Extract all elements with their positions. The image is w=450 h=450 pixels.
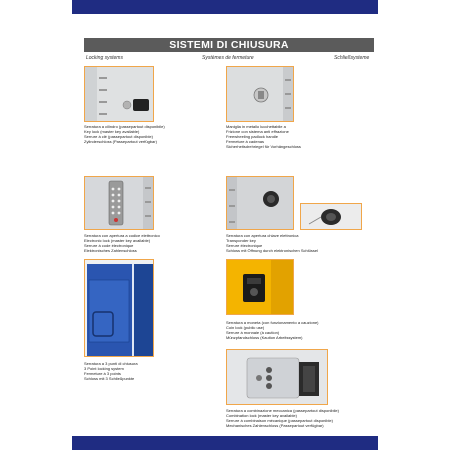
- photo-3-point-lock: [84, 259, 154, 357]
- bottom-brand-bar: [72, 436, 378, 450]
- caption-transponder-lock: Serratura con apertura chiave elettronica Transponder key Serrure électronique Schloss mit Öffnung durch elektronischen Schlüssel: [226, 233, 318, 253]
- caption-combination-lock: Serratura a combinazione meccanica (passepartout disponibile) Combination lock (master key available) Serrure à combinaison mécanique (passepartout disponible) Mechanisches Zahlenschloss (Passepartout verfügbar): [226, 408, 339, 428]
- photo-coin-lock: [226, 259, 294, 315]
- electronic-code-lock-illustration: [85, 177, 154, 230]
- caption-electronic-code-lock: Serratura con apertura a codice elettronico Electronic lock (master key available) Serrure à code électronique Elektronisches Zahlenschloss: [84, 233, 160, 253]
- subtitle-de: Schließsysteme: [334, 55, 370, 61]
- padlock-handle-illustration: [227, 67, 294, 122]
- photo-cylinder-lock: [84, 66, 154, 122]
- photo-transponder-key: [300, 203, 362, 230]
- transponder-lock-illustration: [227, 177, 294, 230]
- photo-padlock-handle: [226, 66, 294, 122]
- subtitle-fr: Systèmes de fermeture: [202, 55, 254, 61]
- section-title: SISTEMI DI CHIUSURA: [169, 39, 289, 51]
- photo-combination-lock: [226, 349, 328, 405]
- section-title-bar: [84, 38, 374, 52]
- combination-lock-illustration: [227, 350, 328, 405]
- caption-coin-lock: Serratura a moneta (con funzionamento a cauzione) Coin lock (public use) Serrure à monnaie (à caution) Münzpfandschloss (Kaution Arbeitssystem): [226, 320, 319, 340]
- photo-transponder-lock: [226, 176, 294, 230]
- cylinder-lock-illustration: [85, 67, 154, 122]
- subtitle-it: Locking systems: [86, 55, 123, 61]
- top-brand-bar: [72, 0, 378, 14]
- caption-padlock-handle: Maniglia in metallo lucchettabile a Frizione con sistema anti effrazione Freewheeling padlock handle Fermeture à cadenas Sicherheitsdrehriegel für Vorhängeschloss: [226, 124, 301, 149]
- coin-lock-illustration: [227, 260, 294, 315]
- blue-locker-illustration: [85, 260, 154, 357]
- caption-3-point-lock: Serratura a 3 punti di chiusura 3 Point locking system Fermeture à 3 points Schloss mit 3 Schließpunkte: [84, 361, 138, 381]
- photo-electronic-code-lock: [84, 176, 154, 230]
- caption-cylinder-lock: Serratura a cilindro (passepartout disponibile) Key lock (master key available) Serrure à clé (passepartout disponible) Zylinderschloss (Passepartout verfügbar): [84, 124, 165, 144]
- transponder-key-icon: [301, 204, 362, 230]
